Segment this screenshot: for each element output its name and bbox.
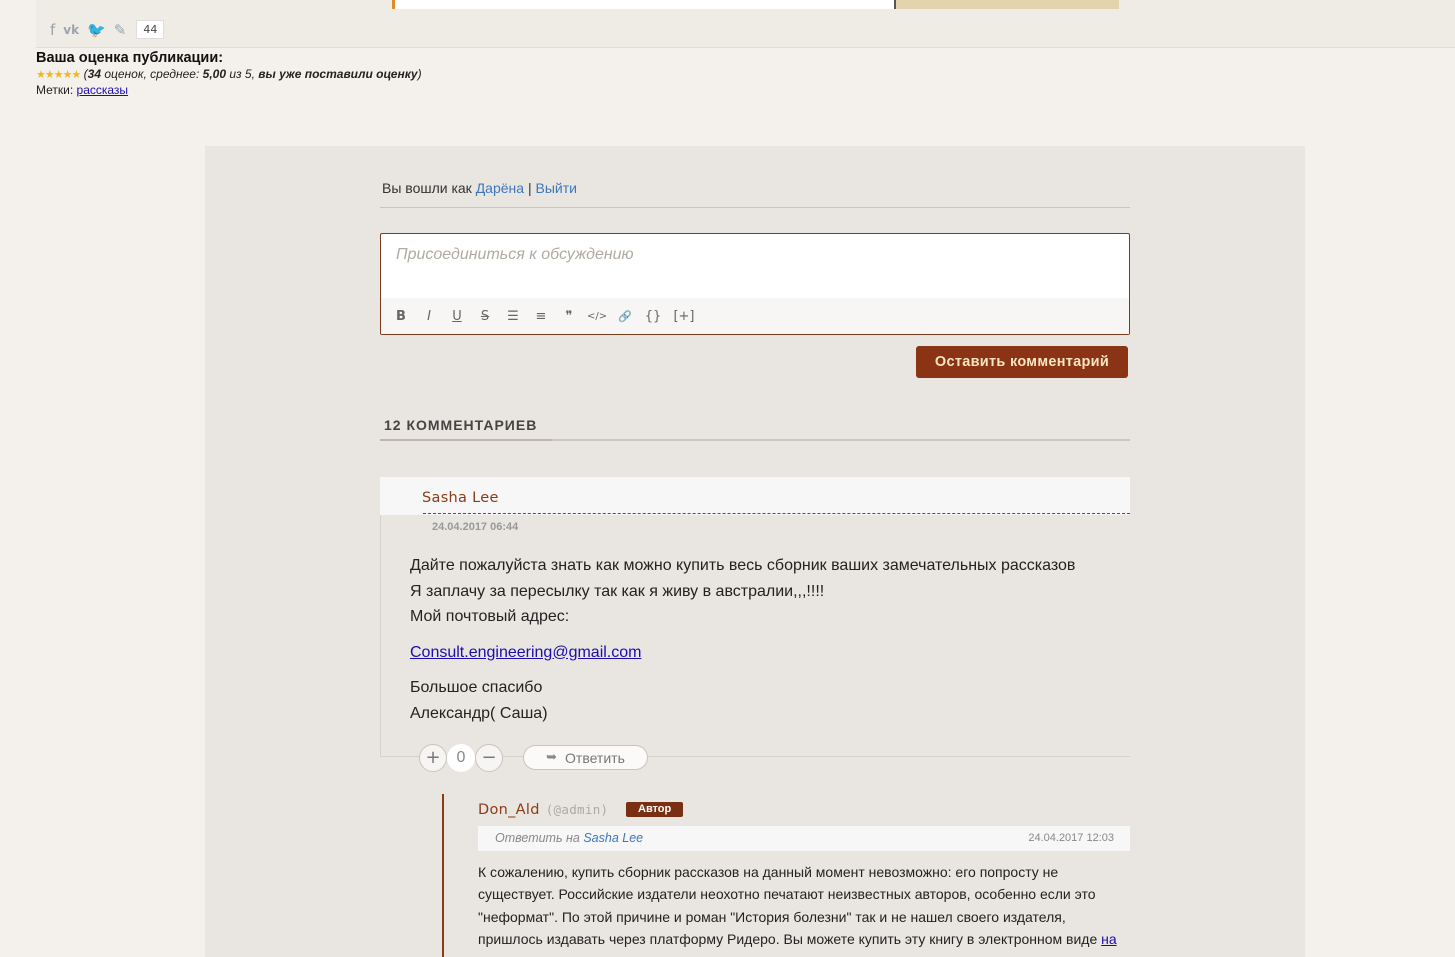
logged-sep: | [524, 180, 536, 196]
vote-controls [419, 744, 503, 772]
reply-author-handle: (@admin) [545, 802, 609, 817]
comment-line: Я заплачу за пересылку так как я живу в австралии,,,!!!! [410, 582, 825, 600]
reply-body [478, 861, 1126, 950]
strikethrough-icon[interactable]: S [480, 308, 490, 324]
rating-line [36, 67, 422, 81]
rating-block [36, 50, 422, 97]
reply-to-label: Ответить на [495, 831, 584, 845]
twitter-icon[interactable]: 🐦 [87, 20, 106, 39]
share-icons [50, 20, 164, 39]
rating-votes-label: оценок, среднее: [101, 67, 203, 81]
rating-close: ) [417, 67, 422, 81]
reply-buy-link[interactable]: на [1101, 930, 1117, 947]
user-link[interactable]: Дарёна [475, 180, 525, 196]
reply-button[interactable] [523, 745, 648, 770]
comment-author-underline [423, 513, 1130, 514]
comment-body [410, 553, 1075, 726]
comment-author[interactable]: Sasha Lee [422, 490, 499, 506]
downvote-button[interactable]: − [475, 744, 503, 772]
code-icon[interactable]: </> [587, 310, 608, 322]
ordered-list-icon[interactable]: ☰ [507, 308, 519, 324]
divider [380, 207, 1130, 208]
logged-prefix: Вы вошли как [382, 180, 476, 196]
reply-date: 24.04.2017 12:03 [1028, 832, 1114, 844]
rating-average: 5,00 [202, 67, 226, 81]
comments-count-title: 12 КОММЕНТАРИЕВ [384, 417, 538, 433]
comment-line: Мой почтовый адрес: [410, 608, 570, 625]
reply-label: Ответить [565, 749, 625, 766]
spoiler-icon[interactable]: [+] [673, 308, 695, 324]
comments-panel [205, 146, 1305, 957]
upvote-button[interactable]: + [419, 744, 447, 772]
unordered-list-icon[interactable]: ≡ [535, 308, 547, 324]
top-gold-button[interactable] [896, 0, 1119, 9]
facebook-icon[interactable]: f [50, 20, 56, 39]
rating-open: ( [83, 67, 88, 81]
comment-line: Дайте пожалуйста знать как можно купить весь сборник ваших замечательных рассказов [410, 557, 1076, 574]
comment-line: Большое спасибо [410, 679, 543, 696]
italic-icon[interactable]: I [427, 308, 431, 324]
tags [36, 83, 422, 97]
logout-link[interactable]: Выйти [535, 180, 577, 196]
reply-to [495, 831, 643, 845]
tag-link[interactable]: рассказы [76, 83, 129, 97]
rating-title: Ваша оценка публикации: [36, 50, 224, 66]
share-bar [36, 0, 1455, 48]
reply-author-name[interactable]: Don_Ald [478, 802, 540, 818]
submit-comment-button[interactable]: Оставить комментарий [916, 346, 1128, 378]
rating-voted: вы уже поставили оценку [258, 67, 418, 81]
top-input-field[interactable] [392, 0, 896, 9]
rating-of: из 5, [226, 67, 259, 81]
clip-icon[interactable]: ✎ [113, 20, 127, 39]
comment-date: 24.04.2017 06:44 [432, 521, 519, 533]
vote-count: 0 [447, 744, 475, 772]
quote-icon[interactable]: ❞ [565, 308, 573, 324]
reply-meta [478, 826, 1130, 851]
vk-icon[interactable]: vk [63, 22, 80, 37]
tags-label: Метки: [36, 83, 77, 97]
reply-thread-line [442, 794, 444, 957]
code-block-icon[interactable]: {} [644, 308, 662, 324]
rating-stars[interactable]: ★★★★★ [36, 68, 81, 81]
comment-header [380, 477, 1130, 515]
comment-editor[interactable] [380, 233, 1130, 335]
comment-email-link[interactable]: Consult.engineering@gmail.com [410, 643, 642, 661]
reply-author [478, 802, 608, 818]
comment-placeholder[interactable]: Присоединиться к обсуждению [396, 246, 634, 263]
bold-icon[interactable]: B [396, 308, 406, 324]
editor-toolbar [381, 298, 1129, 334]
underline-icon[interactable]: U [452, 308, 462, 324]
share-count: 44 [136, 20, 164, 39]
reply-to-link[interactable]: Sasha Lee [583, 831, 644, 845]
author-badge: Автор [626, 802, 683, 817]
comment-line: Александр( Саша) [410, 704, 548, 722]
reply-text: К сожалению, купить сборник рассказов на данный момент невозможно: его попросту не существует. Российские издатели неохотно печатают неизвестных авторов, особенно если это "неформат". По этой причине и роман "История болезни" так и не нашел своего издателя, пришлось издавать через платформу Ридеро. Вы можете купить эту книгу в электронном виде [478, 864, 1102, 947]
rating-votes: 34 [87, 67, 102, 81]
link-icon[interactable]: 🔗 [618, 309, 632, 323]
logged-in-info [382, 180, 577, 196]
reply-arrow-icon: ➥ [546, 750, 558, 765]
comments-divider [380, 439, 1130, 441]
